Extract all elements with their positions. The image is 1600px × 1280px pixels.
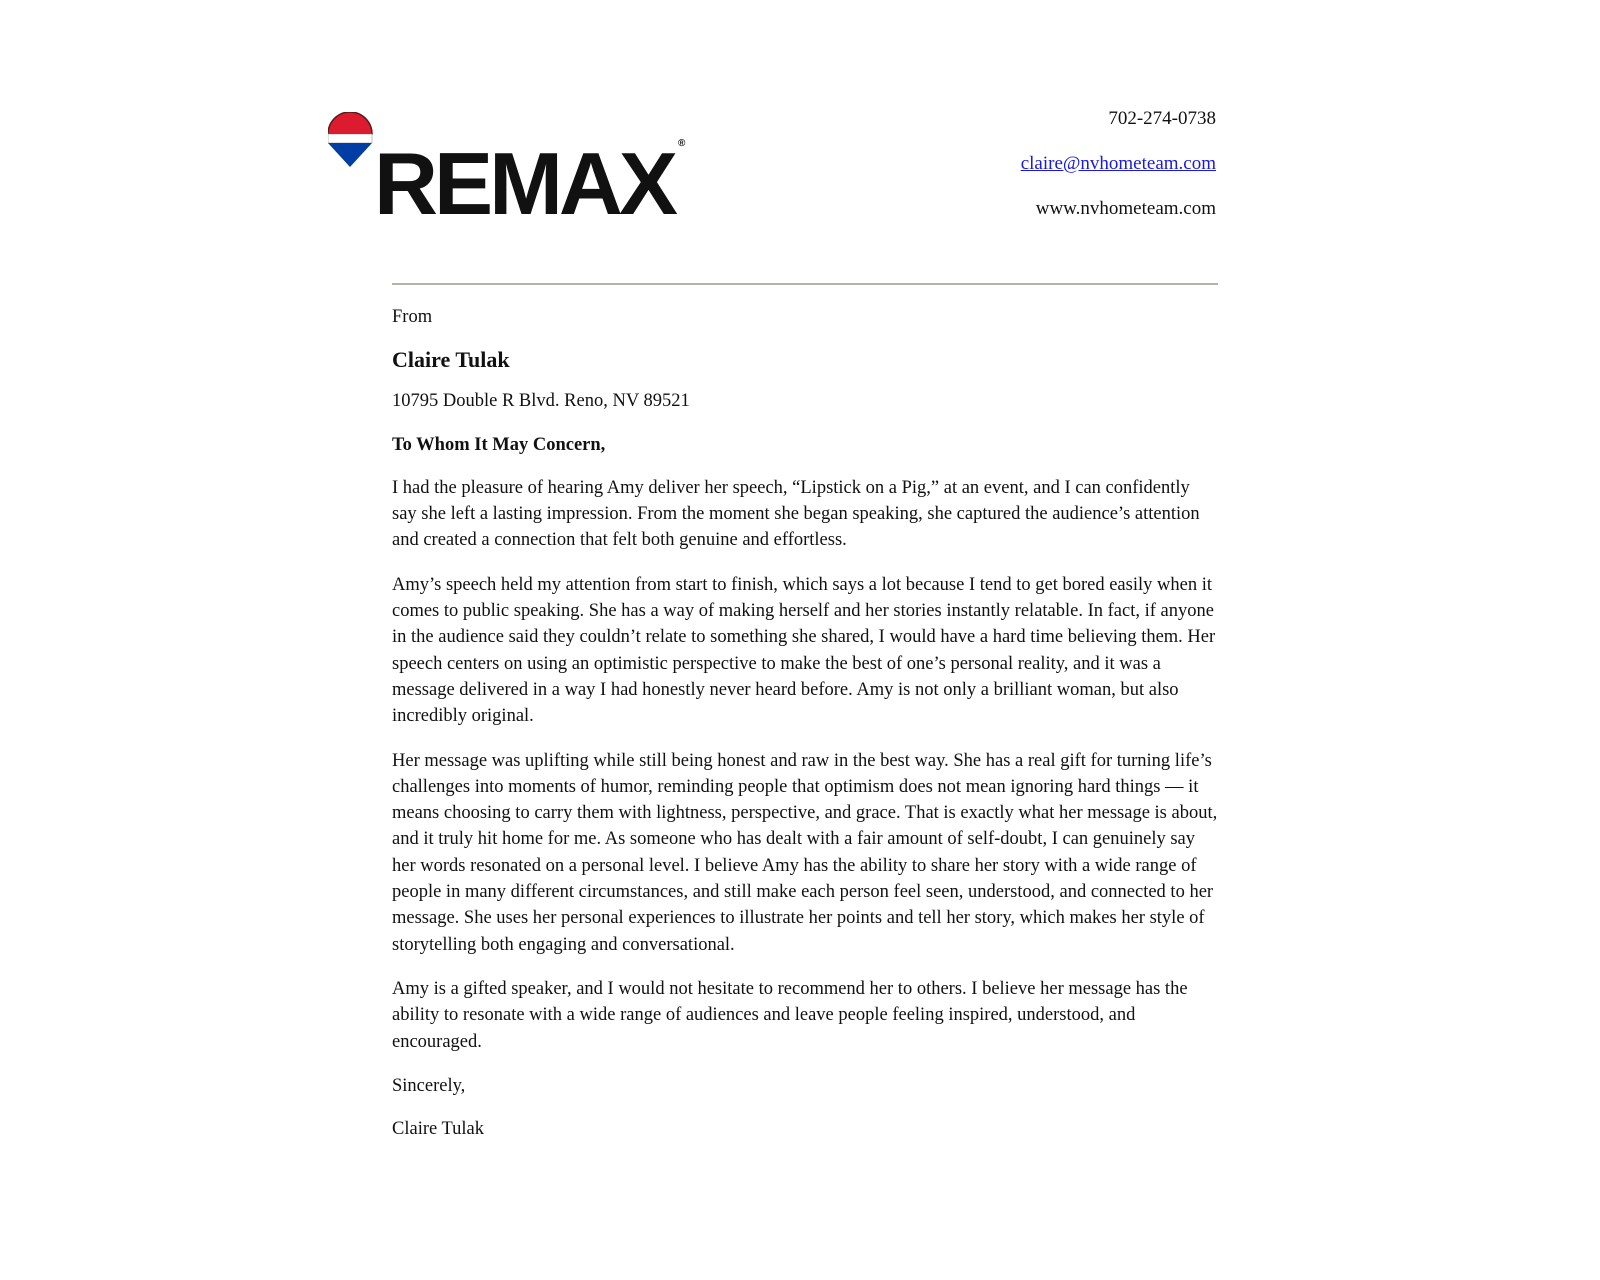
from-label: From — [392, 307, 433, 327]
website-text: www.nvhometeam.com — [1035, 198, 1216, 219]
remax-logo — [328, 112, 708, 222]
balloon-icon — [328, 112, 372, 167]
sender-address: 10795 Double R Blvd. Reno, NV 89521 — [392, 391, 690, 412]
remax-logo-mark — [328, 112, 708, 222]
sender-name: Claire Tulak — [392, 347, 510, 373]
letter-paragraph-4: Amy is a gifted speaker, and I would not hesitate to recommend her to others. I believe her message has the ability to resonate with a wide range of audiences and leave people feeling inspired, understood, and encouraged. — [392, 978, 1188, 1052]
header-divider — [392, 283, 1218, 285]
logo-wordmark: REMAX — [374, 134, 678, 222]
contact-block — [1021, 108, 1216, 243]
phone-number: 702-274-0738 — [1108, 108, 1216, 129]
closing: Sincerely, — [392, 1075, 466, 1096]
registered-mark: ® — [678, 138, 686, 149]
salutation: To Whom It May Concern, — [392, 434, 606, 455]
letter-paragraph-1: I had the pleasure of hearing Amy deliver her speech, “Lipstick on a Pig,” at an event, and I can confidently say she left a lasting impression. From the moment she began speaking, she captured the audience’s attention and created a connection that felt both genuine and effortless. — [392, 477, 1200, 551]
letter-body — [392, 304, 1218, 1142]
letter-paragraph-2: Amy’s speech held my attention from start to finish, which says a lot because I tend to get bored easily when it comes to public speaking. She has a way of making herself and her stories instantly relatable. In fact, if anyone in the audience said they couldn’t relate to something she shared, I would have a hard time believing them. Her speech centers on using an optimistic perspective to make the best of one’s personal reality, and it was a message delivered in a way I had honestly never heard before. Amy is not only a brilliant woman, but also incredibly original. — [392, 574, 1216, 727]
letter-paragraph-3: Her message was uplifting while still being honest and raw in the best way. She has a real gift for turning life’s challenges into moments of humor, reminding people that optimism does not mean ignoring hard things — it means choosing to carry them with lightness, perspective, and grace. That is exactly what her message is about, and it truly hit home for me. As someone who has dealt with a fair amount of self-doubt, I can genuinely say her words resonated on a personal level. I believe Amy has the ability to share her story with a wide range of people in many different circumstances, and still make each person feel seen, understood, and connected to her message. She uses her personal experiences to illustrate her points and tell her story, which makes her style of storytelling both engaging and conversational. — [392, 750, 1218, 955]
signature: Claire Tulak — [392, 1119, 484, 1140]
email-link[interactable]: claire@nvhometeam.com — [1020, 153, 1216, 174]
